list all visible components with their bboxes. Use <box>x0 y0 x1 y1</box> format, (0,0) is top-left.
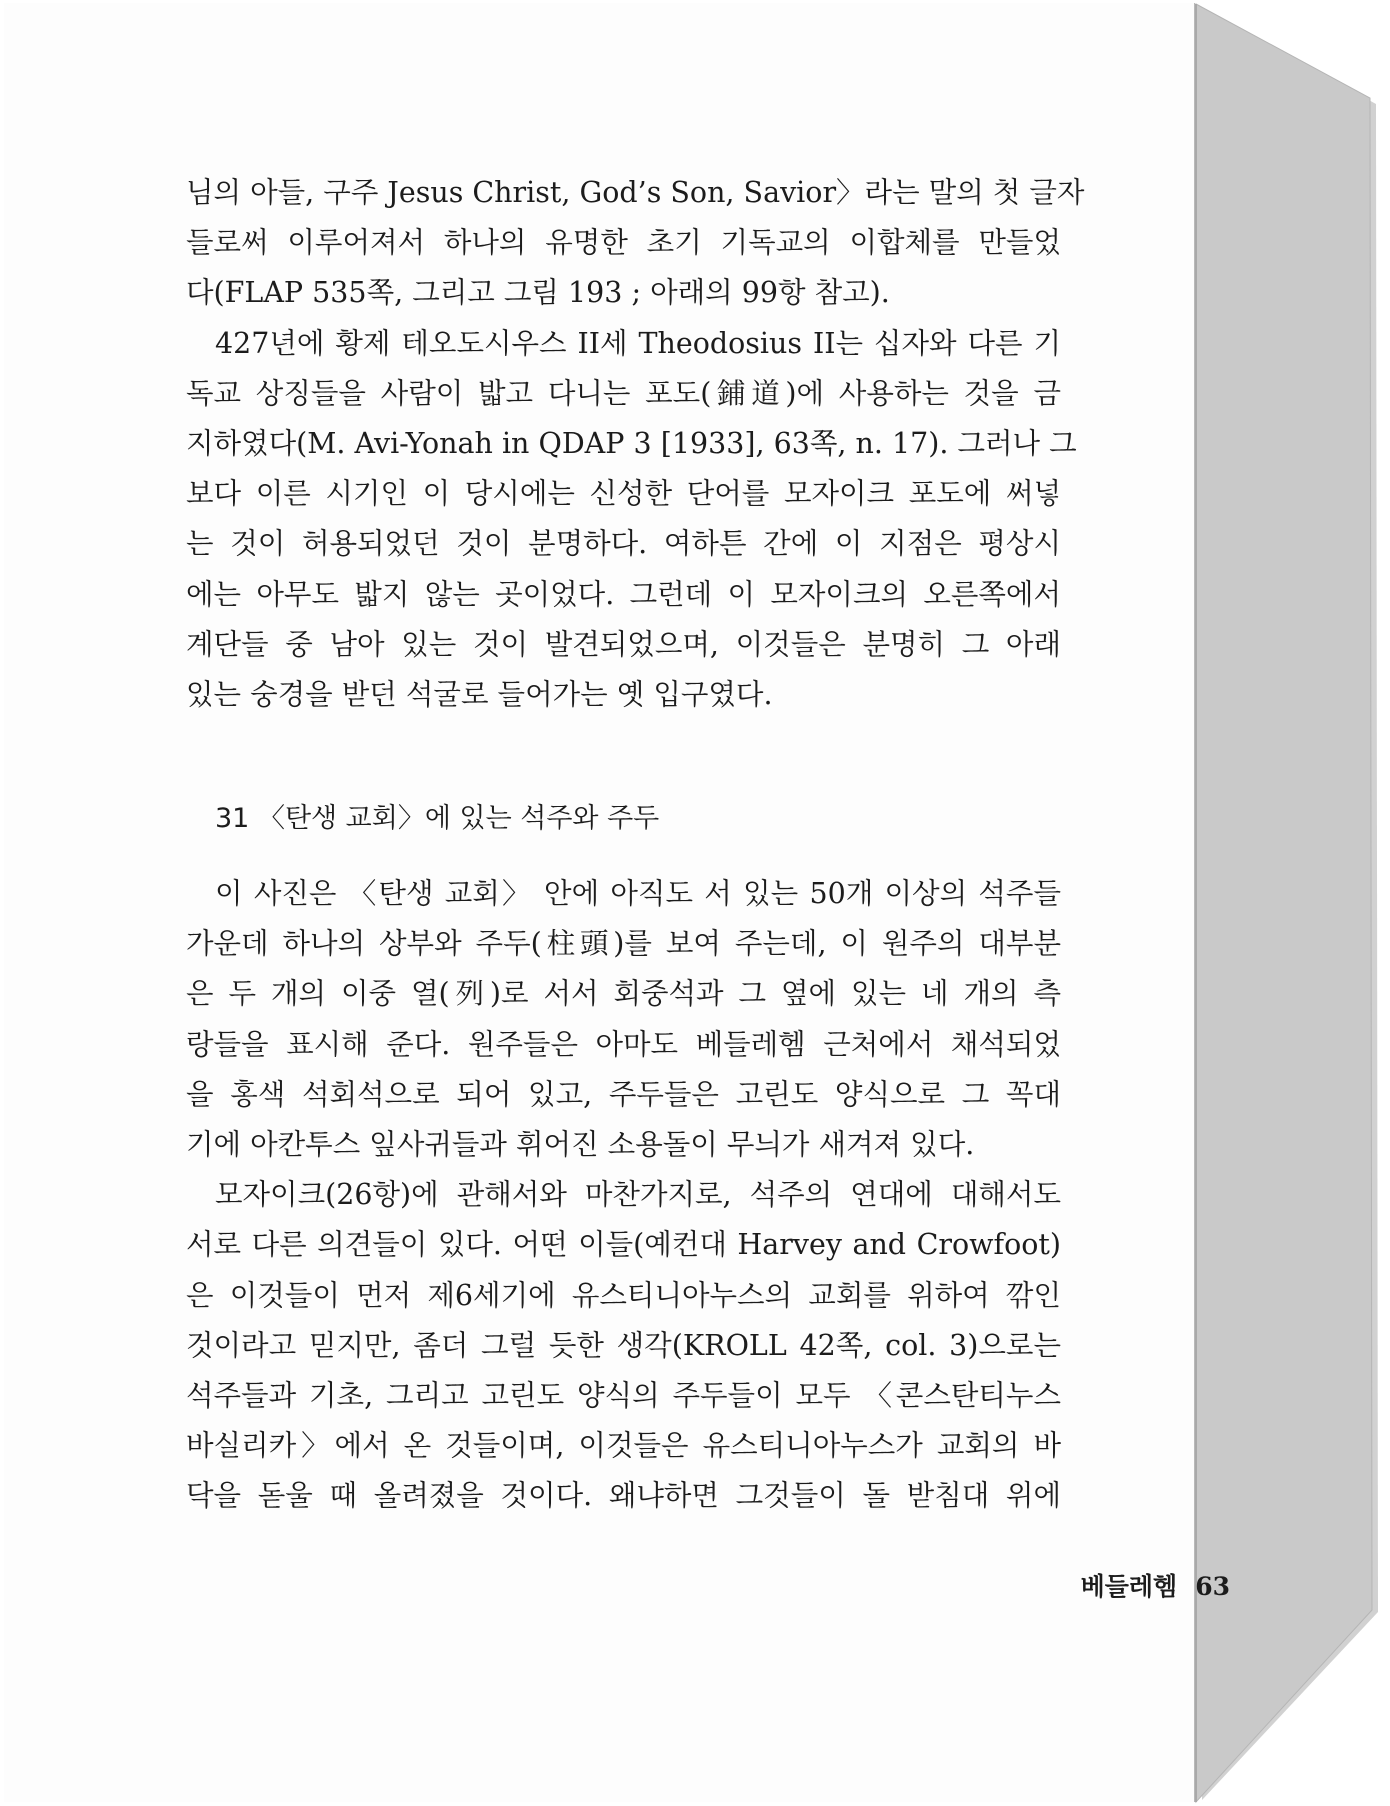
text-line: 427년에 황제 테오도시우스 II세 Theodosius II는 십자와 다른 기 <box>215 326 1061 360</box>
text-line: 계단들 중 남아 있는 것이 발견되었으며, 이것들은 분명히 그 아래 <box>186 627 1061 661</box>
book-side-face <box>1196 4 1372 1802</box>
page-text <box>186 168 1085 1522</box>
text-line: 석주들과 기초, 그리고 고린도 양식의 주두들이 모두 〈콘스탄티누스 <box>186 1378 1061 1412</box>
paragraph-1 <box>186 168 1085 319</box>
text-line: 닥을 돋울 때 올려졌을 것이다. 왜냐하면 그것들이 돌 받침대 위에 <box>186 1479 1061 1513</box>
text-line: 것이라고 믿지만, 좀더 그럴 듯한 생각(KROLL 42쪽, col. 3)으로는 <box>186 1328 1061 1362</box>
text-line: 모자이크(26항)에 관해서와 마찬가지로, 석주의 연대에 대해서도 <box>215 1178 1061 1212</box>
page-number: 63 <box>1195 1572 1230 1601</box>
text-line: 랑들을 표시해 준다. 원주들은 아마도 베들레헴 근처에서 채석되었 <box>186 1027 1061 1061</box>
text-line: 들로써 이루어져서 하나의 유명한 초기 기독교의 이합체를 만들었 <box>186 226 1061 260</box>
text-line: 이 사진은 〈탄생 교회〉 안에 아직도 서 있는 50개 이상의 석주들 <box>215 877 1061 911</box>
text-line: 있는 숭경을 받던 석굴로 들어가는 옛 입구였다. <box>186 677 773 711</box>
text-line: 을 홍색 석회석으로 되어 있고, 주두들은 고린도 양식으로 그 꼭대 <box>186 1077 1061 1111</box>
section-paragraph-1 <box>186 869 1061 1170</box>
section-heading: 31 〈탄생 교회〉에 있는 석주와 주두 <box>215 803 660 835</box>
text-line: 가운데 하나의 상부와 주두(柱頭)를 보여 주는데, 이 원주의 대부분 <box>186 927 1061 961</box>
paragraph-2 <box>186 319 1077 721</box>
running-title: 베들레헴 <box>1080 1572 1178 1601</box>
text-line: 다(FLAP 535쪽, 그리고 그림 193 ; 아래의 99항 참고). <box>186 276 890 310</box>
text-line: 바실리카〉에서 온 것들이며, 이것들은 유스티니아누스가 교회의 바 <box>186 1429 1061 1463</box>
text-line: 독교 상징들을 사람이 밟고 다니는 포도(鋪道)에 사용하는 것을 금 <box>186 376 1061 410</box>
text-line: 에는 아무도 밟지 않는 곳이었다. 그런데 이 모자이크의 오른쪽에서 <box>186 577 1061 611</box>
page-footer <box>1081 1567 1230 1603</box>
text-line: 지하였다(M. Avi-Yonah in QDAP 3 [1933], 63쪽, n. 17). 그러나 그 <box>186 426 1077 460</box>
text-line: 는 것이 허용되었던 것이 분명하다. 여하튼 간에 이 지점은 평상시 <box>186 527 1061 561</box>
text-line: 보다 이른 시기인 이 당시에는 신성한 단어를 모자이크 포도에 써넣 <box>186 477 1061 511</box>
section-paragraph-2 <box>186 1170 1061 1521</box>
text-line: 님의 아들, 구주 Jesus Christ, God’s Son, Savior〉라는 말의 첫 글자 <box>186 176 1085 209</box>
text-line: 은 두 개의 이중 열(列)로 서서 회중석과 그 옆에 있는 네 개의 측 <box>186 977 1061 1011</box>
text-line: 기에 아칸투스 잎사귀들과 휘어진 소용돌이 무늬가 새겨져 있다. <box>186 1128 975 1161</box>
text-line: 서로 다른 의견들이 있다. 어떤 이들(예컨대 Harvey and Crowfoot) <box>186 1228 1061 1262</box>
text-line: 은 이것들이 먼저 제6세기에 유스티니아누스의 교회를 위하여 깎인 <box>186 1278 1061 1312</box>
